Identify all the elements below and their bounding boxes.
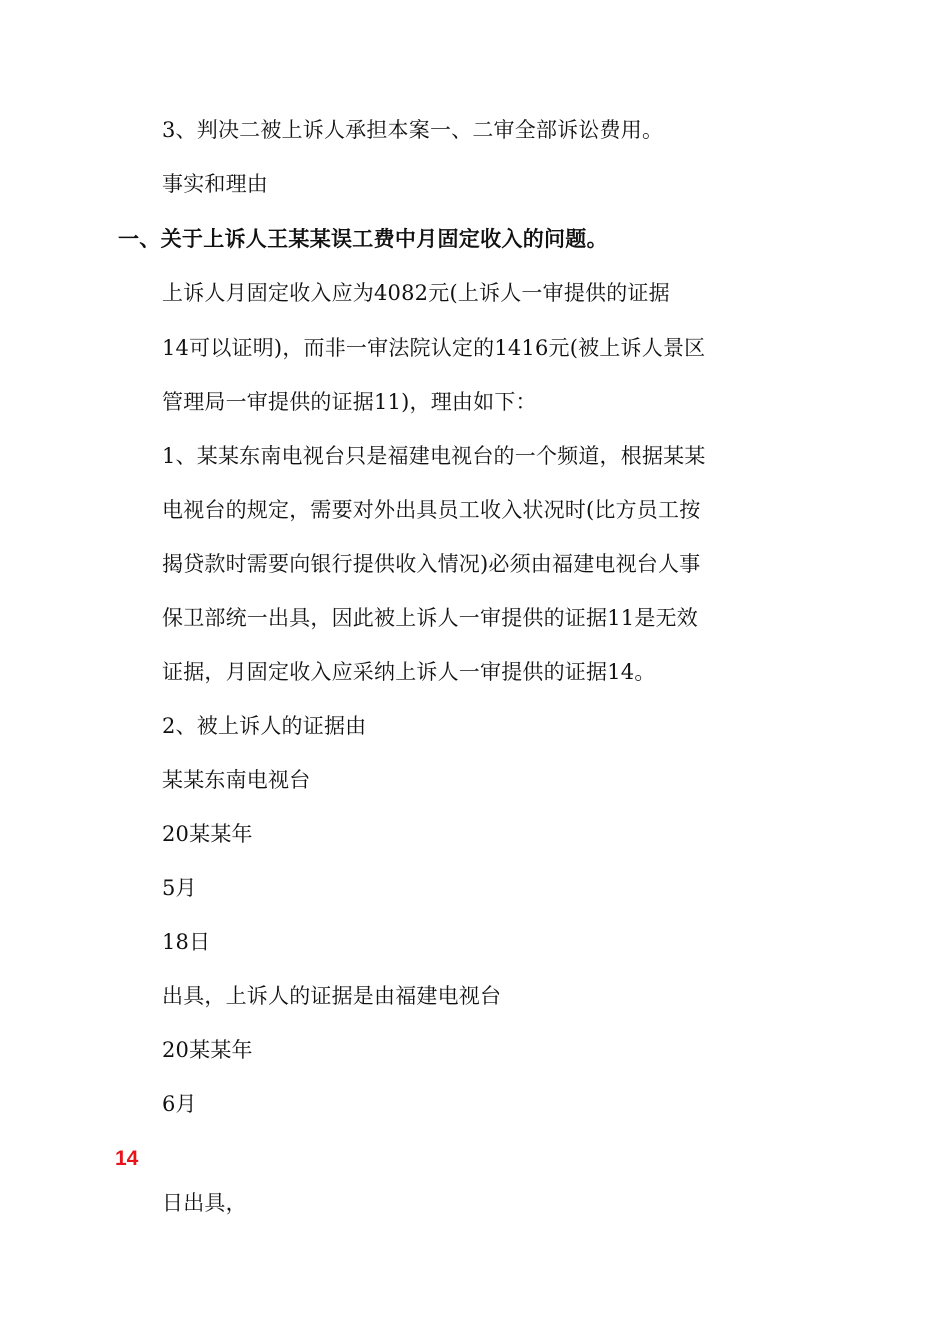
paragraph-line: 保卫部统一出具，因此被上诉人一审提供的证据11是无效 bbox=[162, 606, 698, 630]
paragraph-line: 1、某某东南电视台只是福建电视台的一个频道，根据某某 bbox=[162, 444, 706, 468]
paragraph-line: 14可以证明)，而非一审法院认定的1416元(被上诉人景区 bbox=[162, 336, 706, 360]
paragraph-line: 某某东南电视台 bbox=[162, 768, 311, 792]
section-heading: 一、关于上诉人王某某误工费中月固定收入的问题。 bbox=[118, 227, 608, 251]
paragraph-line: 20某某年 bbox=[162, 822, 253, 846]
paragraph-line: 管理局一审提供的证据11)，理由如下： bbox=[162, 390, 537, 414]
paragraph-line: 证据，月固定收入应采纳上诉人一审提供的证据14。 bbox=[162, 660, 656, 684]
paragraph-line: 电视台的规定，需要对外出具员工收入状况时(比方员工按 bbox=[162, 498, 701, 522]
paragraph-line: 日出具， bbox=[162, 1191, 247, 1215]
paragraph-line: 出具，上诉人的证据是由福建电视台 bbox=[162, 984, 502, 1008]
paragraph-line: 2、被上诉人的证据由 bbox=[162, 714, 367, 738]
paragraph-line: 3、判决二被上诉人承担本案一、二审全部诉讼费用。 bbox=[162, 118, 664, 142]
paragraph-line: 揭贷款时需要向银行提供收入情况)必须由福建电视台人事 bbox=[162, 552, 701, 576]
paragraph-line: 5月 bbox=[162, 876, 197, 900]
page-number: 14 bbox=[115, 1147, 139, 1170]
paragraph-line: 20某某年 bbox=[162, 1038, 253, 1062]
paragraph-line: 18日 bbox=[162, 930, 211, 954]
paragraph-line: 上诉人月固定收入应为4082元(上诉人一审提供的证据 bbox=[162, 281, 670, 305]
section-label: 事实和理由 bbox=[162, 172, 268, 196]
paragraph-line: 6月 bbox=[162, 1092, 197, 1116]
